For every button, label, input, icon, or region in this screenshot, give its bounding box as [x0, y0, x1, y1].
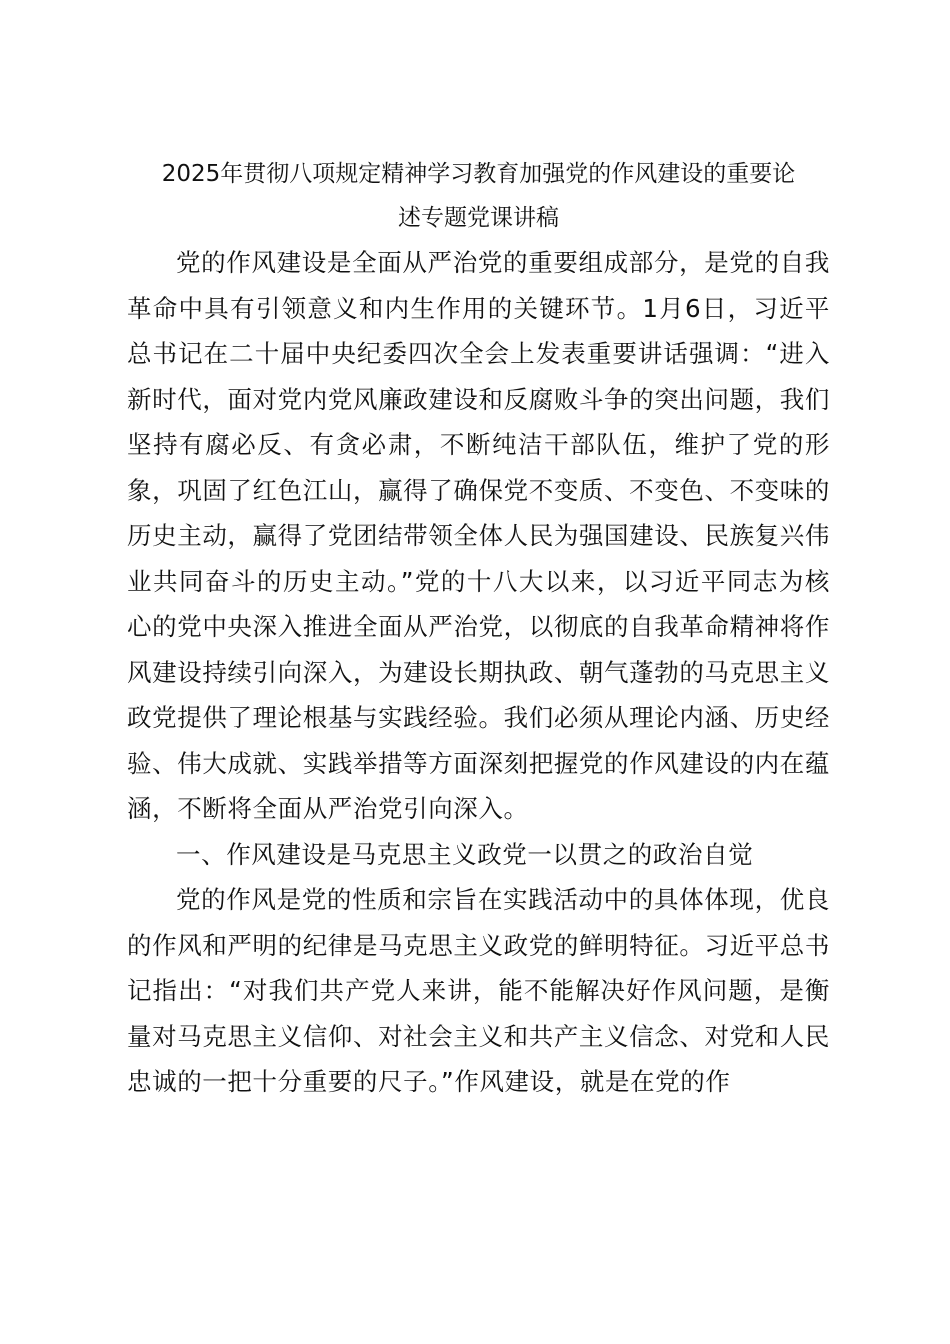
section-heading-1: 一、作风建设是马克思主义政党一以贯之的政治自觉: [176, 839, 754, 869]
document-title: [127, 152, 830, 240]
section-1-paragraph: 党的作风是党的性质和宗旨在实践活动中的具体体现，优良的作风和严明的纪律是马克思主义政党的鲜明特征。习近平总书记指出：“对我们共产党人来讲，能不能解决好作风问题，是衡量对马克思主义信仰、对社会主义和共产主义信念、对党和人民忠诚的一把十分重要的尺子。”作风建设，就是在党的作: [127, 885, 830, 1096]
title-line-1: 2025年贯彻八项规定精神学习教育加强党的作风建设的重要论: [161, 161, 796, 187]
intro-paragraph: 党的作风建设是全面从严治党的重要组成部分，是党的自我革命中具有引领意义和内生作用的关键环节。1月6日，习近平总书记在二十届中央纪委四次全会上发表重要讲话强调：“进入新时代，面对党内党风廉政建设和反腐败斗争的突出问题，我们坚持有腐必反、有贪必肃，不断纯洁干部队伍，维护了党的形象，巩固了红色江山，赢得了确保党不变质、不变色、不变味的历史主动，赢得了党团结带领全体人民为强国建设、民族复兴伟业共同奋斗的历史主动。”党的十八大以来，以习近平同志为核心的党中央深入推进全面从严治党，以彻底的自我革命精神将作风建设持续引向深入，为建设长期执政、朝气蓬勃的马克思主义政党提供了理论根基与实践经验。我们必须从理论内涵、历史经验、伟大成就、实践举措等方面深刻把握党的作风建设的内在蕴涵，不断将全面从严治党引向深入。: [127, 248, 830, 823]
document-body: [127, 152, 830, 1105]
title-line-2: 述专题党课讲稿: [398, 205, 559, 231]
